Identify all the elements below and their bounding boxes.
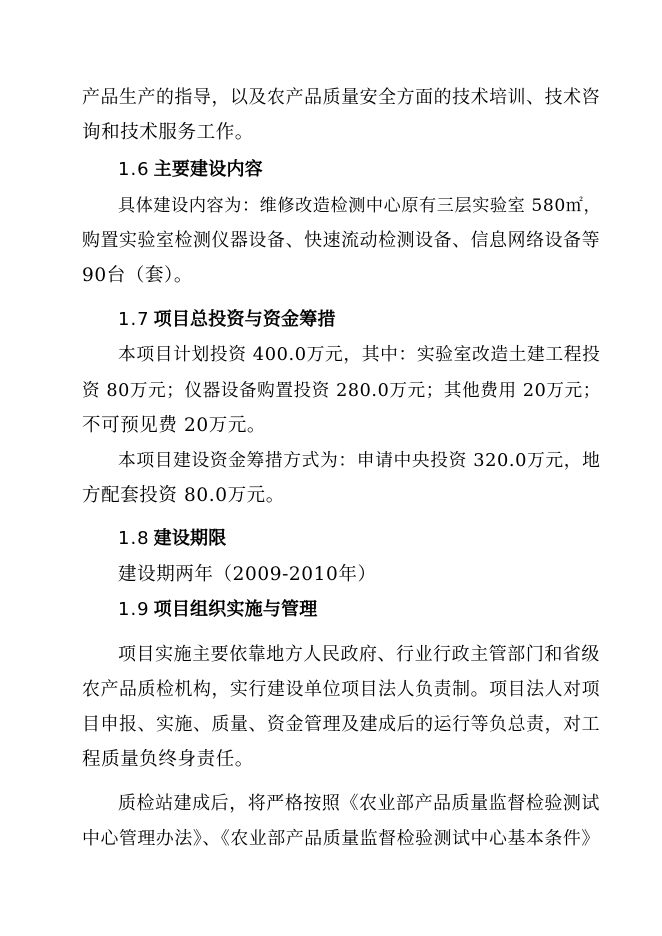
section-1-6-number: 1.6 <box>118 159 150 180</box>
section-1-6-title: 主要建设内容 <box>153 159 263 180</box>
section-1-6-line-1: 具体建设内容为：维修改造检测中心原有三层实验室 580㎡， <box>118 196 602 216</box>
section-1-6-line-2: 购置实验室检测仪器设备、快速流动检测设备、信息网络设备等 <box>82 230 601 251</box>
section-1-7-title: 项目总投资与资金筹措 <box>153 309 336 330</box>
section-1-7-p1-line-2: 资 80万元；仪器设备购置投资 280.0万元；其他费用 20万元； <box>82 381 601 401</box>
section-1-8-heading <box>118 527 662 551</box>
section-1-8-number: 1.8 <box>118 528 150 549</box>
section-1-9-p1-line-4: 程质量负终身责任。 <box>82 749 254 770</box>
section-1-6-heading <box>118 158 662 182</box>
intro-line-2: 询和技术服务工作。 <box>82 122 254 143</box>
section-1-9-number: 1.9 <box>118 599 150 620</box>
section-1-7-p1-line-1: 本项目计划投资 400.0万元，其中：实验室改造土建工程投 <box>118 345 601 365</box>
section-1-7-p2-line-1: 本项目建设资金筹措方式为：申请中央投资 320.0万元，地 <box>118 451 601 471</box>
section-1-7-number: 1.7 <box>118 309 150 330</box>
section-1-9-heading <box>118 598 662 622</box>
section-1-9-p1-line-2: 农产品质检机构，实行建设单位项目法人负责制。项目法人对项 <box>82 679 601 700</box>
section-1-9-p1-line-1: 项目实施主要依靠地方人民政府、行业行政主管部门和省级 <box>118 644 600 665</box>
section-1-9-title: 项目组织实施与管理 <box>153 599 318 620</box>
section-1-7-p2-line-2: 方配套投资 80.0万元。 <box>82 485 285 506</box>
section-1-9-p2-line-2: 中心管理办法》、《农业部产品质量监督检验测试中心基本条件》 <box>82 828 600 849</box>
section-1-8-line-1: 建设期两年（2009-2010年） <box>118 564 377 585</box>
section-1-9-p1-line-3: 目申报、实施、质量、资金管理及建成后的运行等负总责，对工 <box>82 714 601 735</box>
section-1-8-title: 建设期限 <box>153 528 227 549</box>
intro-line-1: 产品生产的指导，以及农产品质量安全方面的技术培训、技术咨 <box>82 87 601 108</box>
section-1-6-line-3: 90台（套）。 <box>82 265 193 286</box>
section-1-7-p1-line-3: 不可预见费 20万元。 <box>82 415 267 436</box>
section-1-7-heading <box>118 308 662 332</box>
section-1-9-p2-line-1: 质检站建成后，将严格按照《农业部产品质量监督检验测试 <box>118 793 600 814</box>
